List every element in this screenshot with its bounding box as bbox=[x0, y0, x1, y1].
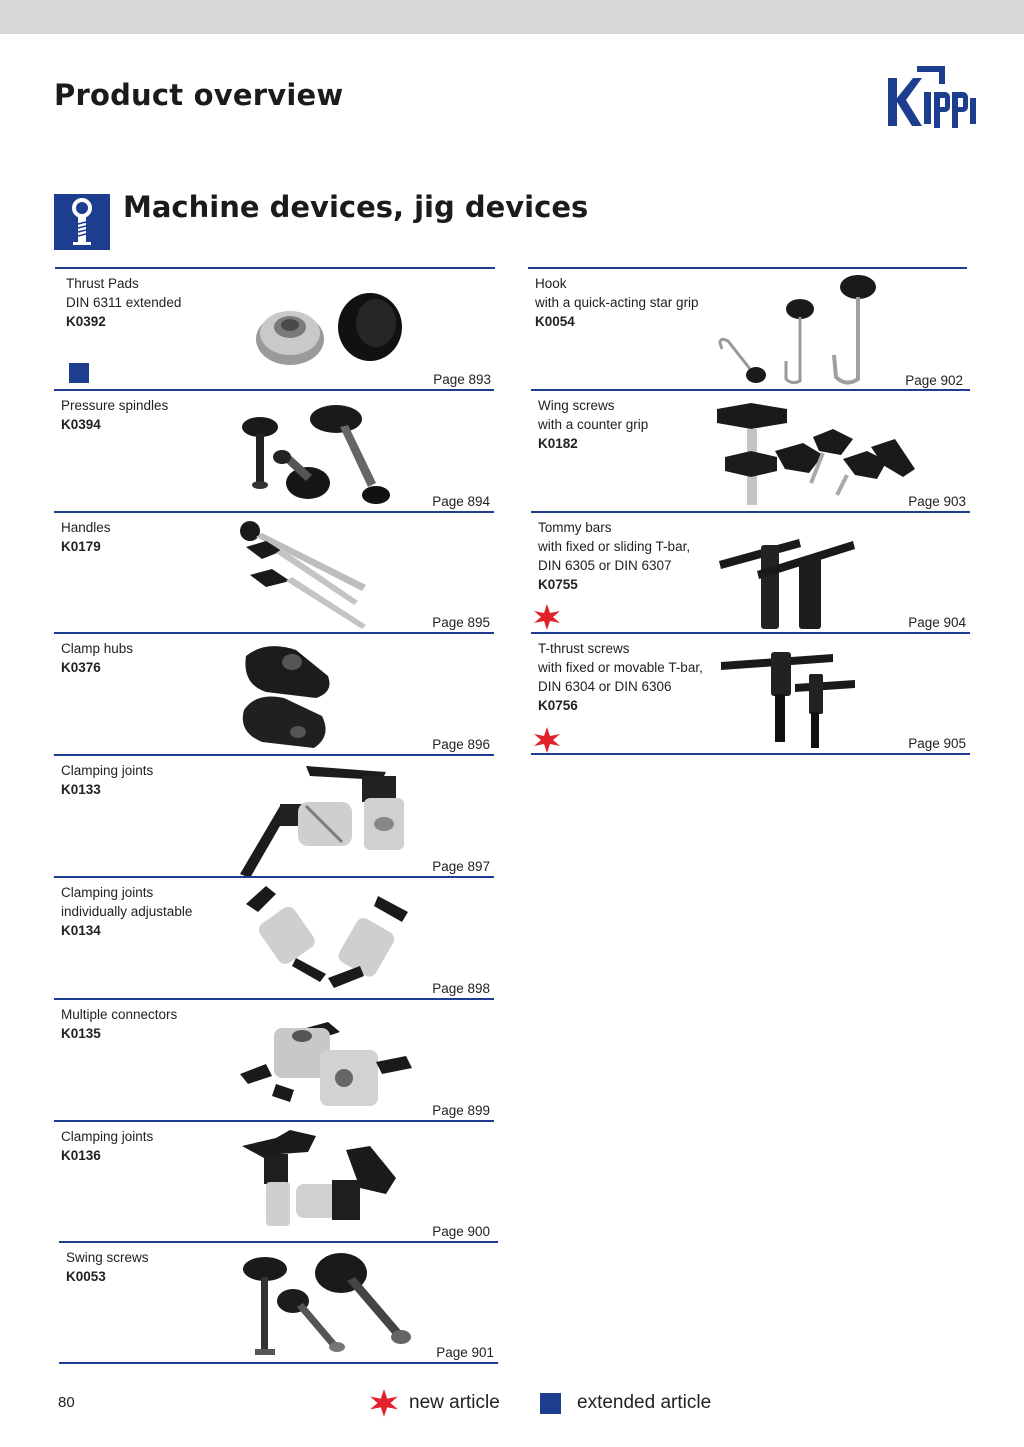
product-description: with a counter grip bbox=[538, 417, 649, 432]
clamping-joints-adjustable-illustration bbox=[236, 882, 426, 1000]
top-bar bbox=[0, 0, 1024, 34]
eye-bolt-icon bbox=[54, 194, 110, 250]
section-title: Machine devices, jig devices bbox=[123, 190, 589, 224]
product-name: Thrust Pads bbox=[66, 276, 139, 291]
product-card-wing-screws[interactable] bbox=[531, 389, 970, 511]
product-name: Clamping joints bbox=[61, 763, 154, 778]
product-code: K0134 bbox=[61, 923, 101, 938]
page-reference[interactable]: Page 898 bbox=[432, 981, 490, 996]
kipp-logo-icon bbox=[886, 62, 978, 130]
product-name: Clamp hubs bbox=[61, 641, 134, 656]
product-name: Clamping joints bbox=[61, 1129, 154, 1144]
clamping-joints-lever-illustration bbox=[236, 762, 426, 878]
product-card-handles[interactable] bbox=[54, 511, 494, 632]
wing-screws-illustration bbox=[715, 399, 915, 511]
product-description: DIN 6304 or DIN 6306 bbox=[538, 679, 672, 694]
handles-illustration bbox=[236, 517, 426, 633]
page-reference[interactable]: Page 903 bbox=[908, 494, 966, 509]
product-name: Tommy bars bbox=[538, 520, 612, 535]
legend-extended-article: extended article bbox=[577, 1392, 712, 1413]
product-card-multiple-connectors[interactable] bbox=[54, 998, 494, 1120]
product-card-tommy-bars[interactable] bbox=[531, 511, 970, 632]
page-reference[interactable]: Page 896 bbox=[432, 737, 490, 752]
product-name: Multiple connectors bbox=[61, 1007, 178, 1022]
product-text bbox=[61, 518, 111, 556]
product-code: K0755 bbox=[538, 577, 578, 592]
product-name: Wing screws bbox=[538, 398, 615, 413]
page-reference[interactable]: Page 901 bbox=[436, 1345, 494, 1360]
product-text bbox=[61, 1127, 153, 1165]
t-thrust-screws-illustration bbox=[719, 642, 859, 750]
product-name: Pressure spindles bbox=[61, 398, 169, 413]
product-text bbox=[538, 518, 690, 594]
product-description: with a quick-acting star grip bbox=[535, 295, 699, 310]
product-card-clamping-joints-k0133[interactable] bbox=[54, 754, 494, 876]
product-description: individually adjustable bbox=[61, 904, 193, 919]
product-name: T-thrust screws bbox=[538, 641, 630, 656]
product-code: K0053 bbox=[66, 1269, 106, 1284]
product-code: K0135 bbox=[61, 1026, 101, 1041]
product-code: K0136 bbox=[61, 1148, 101, 1163]
product-card-hook[interactable] bbox=[528, 267, 967, 390]
legend-new-article: new article bbox=[409, 1392, 500, 1413]
page-reference[interactable]: Page 894 bbox=[432, 494, 490, 509]
product-name: Clamping joints bbox=[61, 885, 154, 900]
swing-screws-illustration bbox=[237, 1251, 427, 1361]
product-code: K0179 bbox=[61, 539, 101, 554]
product-description: DIN 6305 or DIN 6307 bbox=[538, 558, 672, 573]
clamping-joints-wing-illustration bbox=[236, 1128, 406, 1232]
product-card-clamping-joints-k0134[interactable] bbox=[54, 876, 494, 998]
tommy-bars-illustration bbox=[717, 523, 867, 631]
page-reference[interactable]: Page 900 bbox=[432, 1224, 490, 1239]
product-text bbox=[538, 639, 703, 715]
product-text bbox=[61, 883, 192, 940]
product-text bbox=[66, 1248, 149, 1286]
clamp-hubs-illustration bbox=[236, 640, 346, 752]
product-name: Hook bbox=[535, 276, 567, 291]
page-reference[interactable]: Page 899 bbox=[432, 1103, 490, 1118]
product-card-pressure-spindles[interactable] bbox=[54, 389, 494, 511]
page-reference[interactable]: Page 897 bbox=[432, 859, 490, 874]
product-text bbox=[61, 639, 133, 677]
blue-square-icon bbox=[540, 1393, 561, 1414]
product-code: K0182 bbox=[538, 436, 578, 451]
product-code: K0376 bbox=[61, 660, 101, 675]
product-description: DIN 6311 extended bbox=[66, 295, 182, 310]
product-code: K0394 bbox=[61, 417, 101, 432]
product-text bbox=[61, 1005, 177, 1043]
page-reference[interactable]: Page 902 bbox=[905, 373, 963, 388]
product-card-clamp-hubs[interactable] bbox=[54, 632, 494, 754]
page-number: 80 bbox=[58, 1394, 75, 1411]
product-code: K0054 bbox=[535, 314, 575, 329]
product-code: K0756 bbox=[538, 698, 578, 713]
product-text bbox=[61, 396, 168, 434]
product-description: with fixed or movable T-bar, bbox=[538, 660, 703, 675]
product-code: K0133 bbox=[61, 782, 101, 797]
thrust-pads-illustration bbox=[250, 287, 410, 369]
new-article-star-icon bbox=[533, 603, 561, 631]
product-description: with fixed or sliding T-bar, bbox=[538, 539, 691, 554]
product-text bbox=[61, 761, 153, 799]
page-title: Product overview bbox=[54, 78, 344, 112]
red-star-icon bbox=[369, 1388, 399, 1418]
page-reference[interactable]: Page 895 bbox=[432, 615, 490, 630]
product-card-swing-screws[interactable] bbox=[59, 1241, 498, 1364]
page-reference[interactable]: Page 905 bbox=[908, 736, 966, 751]
page-reference[interactable]: Page 893 bbox=[433, 372, 491, 387]
product-text bbox=[538, 396, 648, 453]
page-reference[interactable]: Page 904 bbox=[908, 615, 966, 630]
section-icon bbox=[54, 194, 110, 250]
product-code: K0392 bbox=[66, 314, 106, 329]
product-text bbox=[535, 274, 699, 331]
product-card-thrust-pads[interactable] bbox=[55, 267, 495, 389]
multiple-connectors-illustration bbox=[236, 1020, 426, 1116]
product-card-clamping-joints-k0136[interactable] bbox=[54, 1120, 494, 1241]
pressure-spindles-illustration bbox=[236, 397, 406, 507]
hooks-illustration bbox=[716, 275, 906, 391]
new-article-star-icon bbox=[533, 726, 561, 754]
extended-article-badge bbox=[69, 363, 89, 383]
product-card-t-thrust-screws[interactable] bbox=[531, 632, 970, 755]
product-text bbox=[66, 274, 181, 331]
product-name: Handles bbox=[61, 520, 111, 535]
product-name: Swing screws bbox=[66, 1250, 149, 1265]
